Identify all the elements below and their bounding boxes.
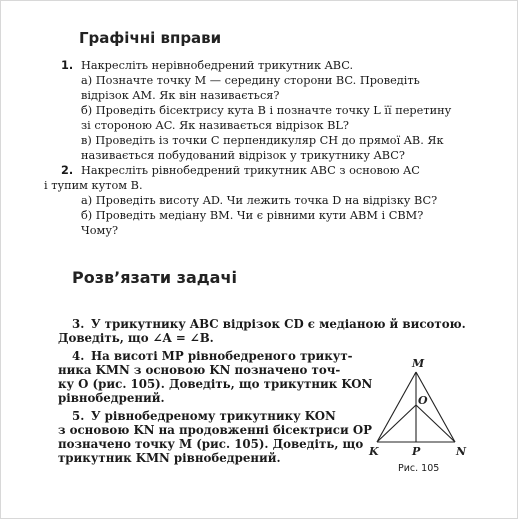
figure-caption: Рис. 105 (398, 463, 440, 474)
problem-5-line-4: трикутник KMN рівнобедрений. (58, 451, 281, 465)
exercise-1-line-6: в) Проведіть із точки C перпендикуляр CH до прямої AB. Як (81, 134, 444, 147)
label-n: N (456, 445, 467, 458)
exercise-2-line-4: б) Проведіть медіану BM. Чи є рівними кути ABM і CBM? (81, 209, 424, 222)
problem-4-line-2: ника KMN з основою KN позначено точ- (58, 363, 341, 377)
problem-number-4: 4. (72, 349, 85, 363)
exercise-number-1: 1. (61, 59, 74, 72)
section-title-solve-problems: Розв’язати задачі (72, 268, 237, 287)
problem-5-line-3: позначено точку M (рис. 105). Доведіть, що (58, 437, 364, 451)
segment-no (416, 405, 455, 442)
exercise-number-2: 2. (61, 164, 74, 177)
problem-3-line-2: Доведіть, що ∠A = ∠B. (58, 331, 214, 345)
label-o: O (418, 394, 428, 407)
segment-ko (377, 405, 416, 442)
exercise-1-line-5: зі стороною AC. Як називається відрізок BL? (81, 119, 349, 132)
exercise-1-line-1: Накресліть нерівнобедрений трикутник ABC. (81, 59, 354, 72)
exercise-2-line-1: Накресліть рівнобедрений трикутник ABC з основою AC (81, 164, 420, 177)
problem-5-line-2: з основою KN на продовженні бісектриси OP (58, 423, 372, 437)
exercise-1-line-4: б) Проведіть бісектрису кута B і позначте точку L її перетину (81, 104, 452, 117)
exercise-1-line-2: а) Позначте точку M — середину сторони BC. Проведіть (81, 74, 420, 87)
exercise-1-line-7: називається побудований відрізок у трикутнику ABC? (81, 149, 405, 162)
section-title-graphic-exercises: Графічні вправи (79, 29, 222, 47)
side-nm (416, 372, 455, 442)
triangle-figure (362, 350, 472, 480)
label-p: P (412, 445, 421, 458)
exercise-2-line-5: Чому? (81, 224, 119, 237)
problem-5-line-1: У рівнобедреному трикутнику KON (91, 409, 336, 423)
problem-number-3: 3. (72, 317, 85, 331)
problem-4-line-3: ку O (рис. 105). Доведіть, що трикутник KON (58, 377, 373, 391)
exercise-2-line-3: а) Проведіть висоту AD. Чи лежить точка D на відрізку BC? (81, 194, 438, 207)
side-km (377, 372, 416, 442)
exercise-1-line-3: відрізок AM. Як він називається? (81, 89, 280, 102)
label-k: K (369, 445, 379, 458)
problem-3-line-1: У трикутнику ABC відрізок CD є медіаною й висотою. (91, 317, 466, 331)
label-m: M (412, 357, 425, 370)
exercise-2-line-2: і тупим кутом B. (44, 179, 143, 192)
problem-number-5: 5. (72, 409, 85, 423)
problem-4-line-1: На висоті MP рівнобедреного трикут- (91, 349, 353, 363)
problem-4-line-4: рівнобедрений. (58, 391, 165, 405)
